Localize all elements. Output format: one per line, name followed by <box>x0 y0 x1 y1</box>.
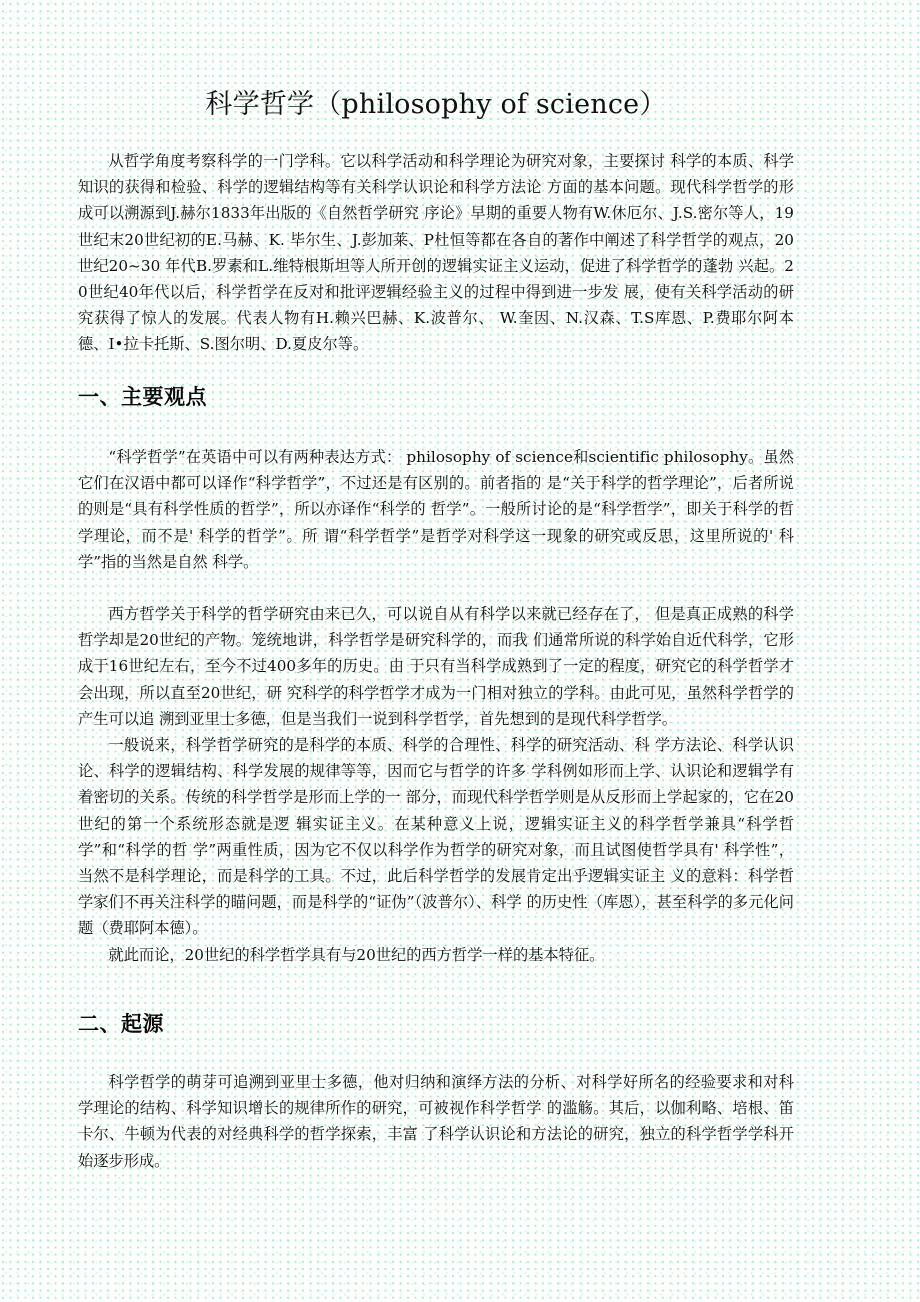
paragraph-origin: 科学哲学的萌芽可追溯到亚里士多德，他对归纳和演绎方法的分析、对科学好所名的经验要求和对科学理论的结构、科学知识增长的规律所作的研究，可被视作科学哲学 的滥觞。其后，以伽利略、培根、笛卡尔、牛顿为代表的对经典科学的哲学探索，丰富 了科学认识论和方法论的研究，独立的科学哲学学科开始逐步形成。 <box>78 1073 794 1170</box>
section-heading-main-views: 一、主要观点 <box>78 385 207 409</box>
paragraph-western-philosophy: 西方哲学关于科学的哲学研究由来已久，可以说自从有科学以来就已经存在了， 但是真正成熟的科学哲学却是20世纪的产物。笼统地讲，科学哲学是研究科学的，而我 们通常所说的科学始自近代科学，它形成于16世纪左右，至今不过400多年的历史。由 于只有当科学成熟到了一定的程度，研究它的科学哲学才会出现，所以直至20世纪，研 究科学的科学哲学才成为一门相对独立的学科。由此可见，虽然科学哲学的产生可以追 溯到亚里士多德，但是当我们一说到科学哲学，首先想到的是现代科学哲学。 <box>78 605 794 728</box>
paragraph-conclusion: 就此而论，20世纪的科学哲学具有与20世纪的西方哲学一样的基本特征。 <box>108 946 605 964</box>
paragraph-general-scope: 一般说来，科学哲学研究的是科学的本质、科学的合理性、科学的研究活动、科 学方法论、科学认识论、科学的逻辑结构、科学发展的规律等等，因而它与哲学的许多 学科例如形而上学、认识论和逻辑学有着密切的关系。传统的科学哲学是形而上学的一 部分，而现代科学哲学则是从反形而上学起家的，它在20世纪的第一个系统形态就是逻 辑实证主义。在某种意义上说，逻辑实证主义的科学哲学兼具“科学哲学”和“科学的哲 学”两重性质，因为它不仅以科学作为哲学的研究对象，而且试图使哲学具有' 科学性”， 当然不是科学理论，而是科学的工具。不过，此后科学哲学的发展肯定出乎逻辑实证主 义的意料：科学哲学家们不再关注科学的瞄问题，而是科学的“证伪”（波普尔）、科学 的历史性（库恩），甚至科学的多元化问题（费耶阿本德）。 <box>78 736 794 938</box>
paragraph-terminology: “科学哲学”在英语中可以有两种表达方式： philosophy of science和scientific philosophy。虽然它们在汉语中都可以译作“科学哲学”，不过还是有区别的。前者指的 是“关于科学的哲学理论”，后者所说的则是“具有科学性质的哲学”，所以亦译作“科学的 哲学”。一般所讨论的是“科学哲学”，即关于科学的哲学理论，而不是' 科学的哲学”。所 谓“科学哲学”是哲学对科学这一现象的研究或反思，这里所说的' 科学”指的当然是自然 科学。 <box>78 448 794 571</box>
page-title: 科学哲学（philosophy of science） <box>205 89 667 120</box>
paragraph-intro: 从哲学角度考察科学的一门学科。它以科学活动和科学理论为研究对象，主要探讨 科学的本质、科学知识的获得和检验、科学的逻辑结构等有关科学认识论和科学方法论 方面的基本问题。现代科学哲学的形成可以溯源到J.赫尔1833年出版的《自然哲学研究 序论》早期的重要人物有W.休厄尔、J.S.密尔等人，19世纪末20世纪初的E.马赫、K. 毕尔生、J.彭加莱、P杜恒等都在各自的著作中阐述了科学哲学的观点，20世纪20~30 年代B.罗素和L.维特根斯坦等人所开创的逻辑实证主义运动，促进了科学哲学的蓬勃 兴起。20世纪40年代以后，科学哲学在反对和批评逻辑经验主义的过程中得到进一步发 展，使有关科学活动的研究获得了惊人的发展。代表人物有H.赖兴巴赫、K.波普尔、 W.奎因、N.汉森、T.S库恩、P.费耶尔阿本德、I•拉卡托斯、S.图尔明、D.夏皮尔等。 <box>78 152 794 354</box>
section-heading-origin: 二、起源 <box>78 1012 164 1036</box>
